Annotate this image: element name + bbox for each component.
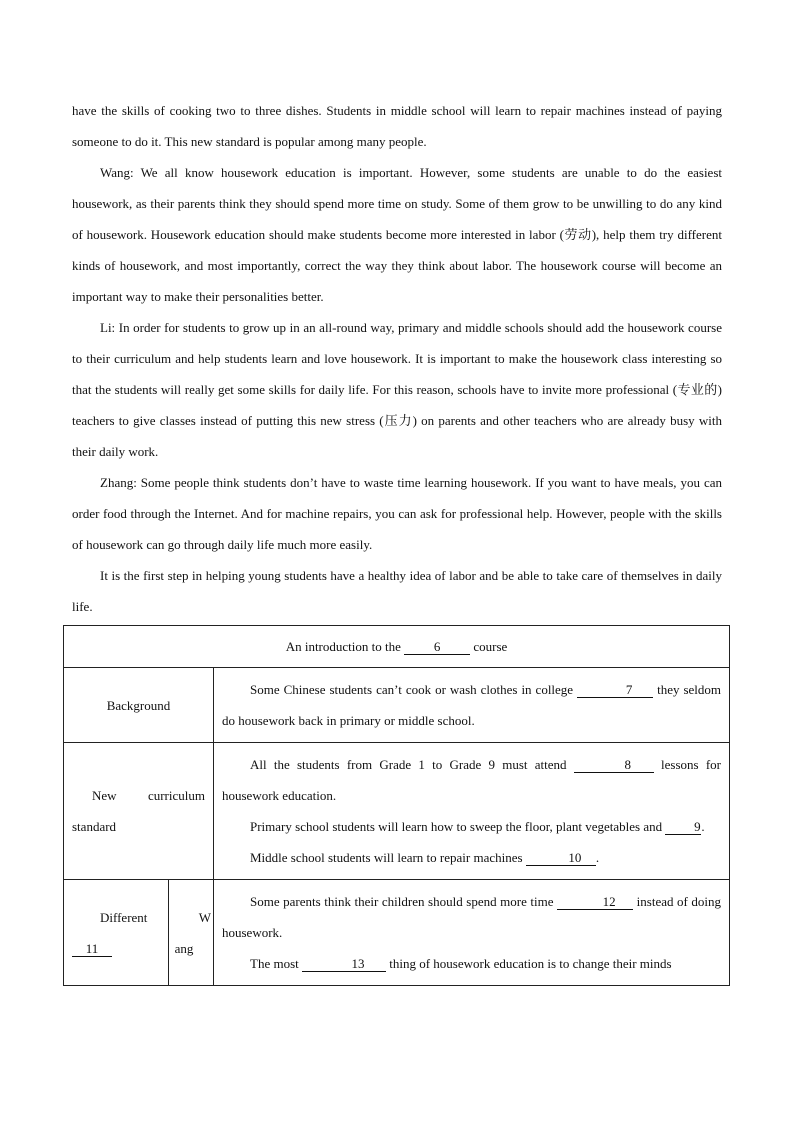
blank-6[interactable]: 6: [404, 639, 470, 655]
table-title-row: [64, 626, 730, 668]
standard-content: All the students from Grade 1 to Grade 9 must attend 8 lessons for housework education. Primary school students will learn how to sweep the floor, plant vegetables and 9. Middle school students will learn to repair machines 10 .: [214, 743, 730, 880]
blank-11[interactable]: 11: [72, 941, 112, 957]
table-row: [64, 668, 730, 743]
paragraph-li: Li: In order for students to grow up in an all-round way, primary and middle schools should add the housework course to their curriculum and help students learn and love housework. It is important to make the housework class interesting so that the students will really get some skills for daily life. For this reason, schools have to invite more professional (专业的) teachers to give classes instead of putting this new stress (压力) on parents and other teachers who are already busy with their daily work.: [72, 320, 722, 459]
blank-13[interactable]: 13: [302, 956, 386, 972]
blank-8[interactable]: 8: [574, 757, 654, 773]
blank-7[interactable]: 7: [577, 682, 653, 698]
paragraph-zhang: Zhang: Some people think students don’t have to waste time learning housework. If you want to have meals, you can order food through the Internet. And for machine repairs, you can ask for professional help. However, people with the skills of housework can go through daily life much more easily.: [72, 475, 722, 552]
paragraph-intro-end: have the skills of cooking two to three dishes. Students in middle school will learn to repair machines instead of paying someone to do it. This new standard is popular among many people.: [72, 103, 722, 149]
table-title: An introduction to the 6 course: [64, 626, 730, 668]
paragraph-conclusion: It is the first step in helping young students have a healthy idea of labor and be able to take care of themselves in daily life.: [72, 568, 722, 614]
paragraph-wang: Wang: We all know housework education is important. However, some students are unable to do the easiest housework, as their parents think they should spend more time on study. Some of them grow to be unwilling to do any kind of housework. Housework education should make students become more interested in labor (劳动), help them try different kinds of housework, and most importantly, correct the way they think about labor. The housework course will become an important way to make their personalities better.: [72, 165, 722, 304]
blank-10[interactable]: 10: [526, 850, 596, 866]
article-text: [72, 95, 722, 622]
row-label-standard: New curriculum standard: [64, 743, 214, 880]
background-content: Some Chinese students can’t cook or wash clothes in college 7 they seldom do housework back in primary or middle school.: [214, 668, 730, 743]
wang-content: Some parents think their children should spend more time 12 instead of doing housework. The most 13 thing of housework education is to change their minds: [214, 880, 730, 986]
row-label-wang: W ang: [168, 880, 213, 986]
blank-9[interactable]: 9: [665, 819, 701, 835]
table-row: [64, 880, 730, 986]
row-label-different: Different 11: [64, 880, 169, 986]
table-row: [64, 743, 730, 880]
summary-table: [63, 625, 730, 986]
row-label-background: Background: [64, 668, 214, 743]
blank-12[interactable]: 12: [557, 894, 633, 910]
